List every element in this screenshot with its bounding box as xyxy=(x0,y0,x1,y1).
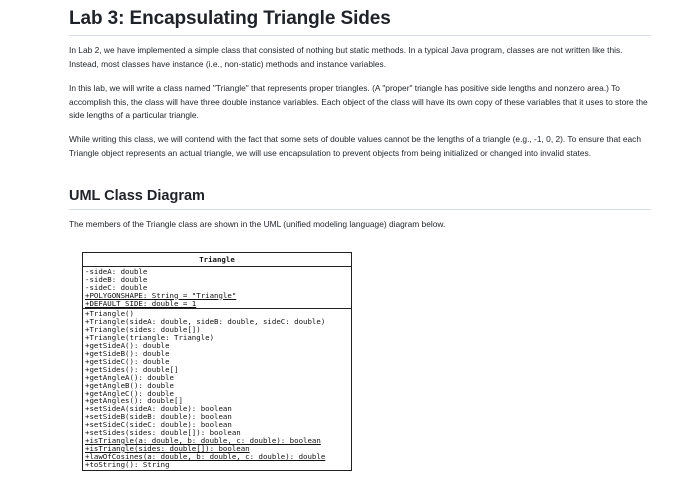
uml-method: +isTriangle(sides: double[]): boolean xyxy=(85,443,250,453)
uml-method: +getAngles(): double[] xyxy=(85,396,183,406)
uml-fields-section xyxy=(83,267,351,309)
uml-method: +getSideA(): double xyxy=(85,341,170,351)
uml-method: +getSideB(): double xyxy=(85,348,170,358)
section-heading-uml: UML Class Diagram xyxy=(69,188,205,204)
uml-method: +Triangle() xyxy=(85,309,134,319)
uml-method: +setSideC(sideC: double): boolean xyxy=(85,420,232,430)
uml-method: +getAngleC(): double xyxy=(85,388,174,398)
uml-method: +isTriangle(a: double, b: double, c: double): boolean xyxy=(85,435,321,445)
uml-class-name: Triangle xyxy=(83,253,351,267)
uml-intro-paragraph: The members of the Triangle class are shown in the UML (unified modeling language) diagram below. xyxy=(69,219,446,229)
encapsulation-paragraph: While writing this class, we will contend with the fact that some sets of double values cannot be the lengths of a triangle (e.g., -1, 0, 2). To ensure that each Triangle object represents an actual triangle, we will use encapsulation to prevent objects from being initialized or changed into invalid states. xyxy=(69,134,641,158)
uml-field: -sideC: double xyxy=(85,282,148,292)
uml-method: +Triangle(sides: double[]) xyxy=(85,325,201,335)
uml-class-diagram xyxy=(82,252,352,471)
page-title: Lab 3: Encapsulating Triangle Sides xyxy=(69,8,391,29)
uml-methods-section xyxy=(83,308,351,469)
uml-method: +setSides(sides: double[]): boolean xyxy=(85,428,241,438)
uml-method: +lawOfCosines(a: double, b: double, c: double): double xyxy=(85,451,326,461)
uml-field: -sideB: double xyxy=(85,274,148,284)
section-divider xyxy=(69,209,651,210)
uml-method: +getSides(): double[] xyxy=(85,364,179,374)
uml-method: +toString(): String xyxy=(85,459,170,469)
uml-field: +POLYGONSHAPE: String = "Triangle" xyxy=(85,290,237,300)
uml-field: -sideA: double xyxy=(85,266,148,276)
uml-field: +DEFAULT_SIDE: double = 1 xyxy=(85,298,197,308)
uml-method: +getAngleA(): double xyxy=(85,372,174,382)
uml-method: +Triangle(triangle: Triangle) xyxy=(85,333,215,343)
uml-method: +getAngleB(): double xyxy=(85,380,174,390)
uml-method: +Triangle(sideA: double, sideB: double, sideC: double) xyxy=(85,317,326,327)
title-divider xyxy=(69,35,651,36)
uml-method: +getSideC(): double xyxy=(85,356,170,366)
uml-method: +setSideB(sideB: double): boolean xyxy=(85,412,232,422)
intro-paragraph: In Lab 2, we have implemented a simple class that consisted of nothing but static methods. In a typical Java program, classes are not written like this. Instead, most classes have instance (i.e., non-static) methods and instance variables. xyxy=(69,45,623,69)
triangle-class-paragraph: In this lab, we will write a class named "Triangle" that represents proper triangles. (A "proper" triangle has positive side lengths and nonzero area.) To accomplish this, the class will have three double instance variables. Each object of the class will have its own copy of these variables that it uses to store the side lengths of a particular triangle. xyxy=(69,83,648,121)
uml-method: +setSideA(sideA: double): boolean xyxy=(85,404,232,414)
